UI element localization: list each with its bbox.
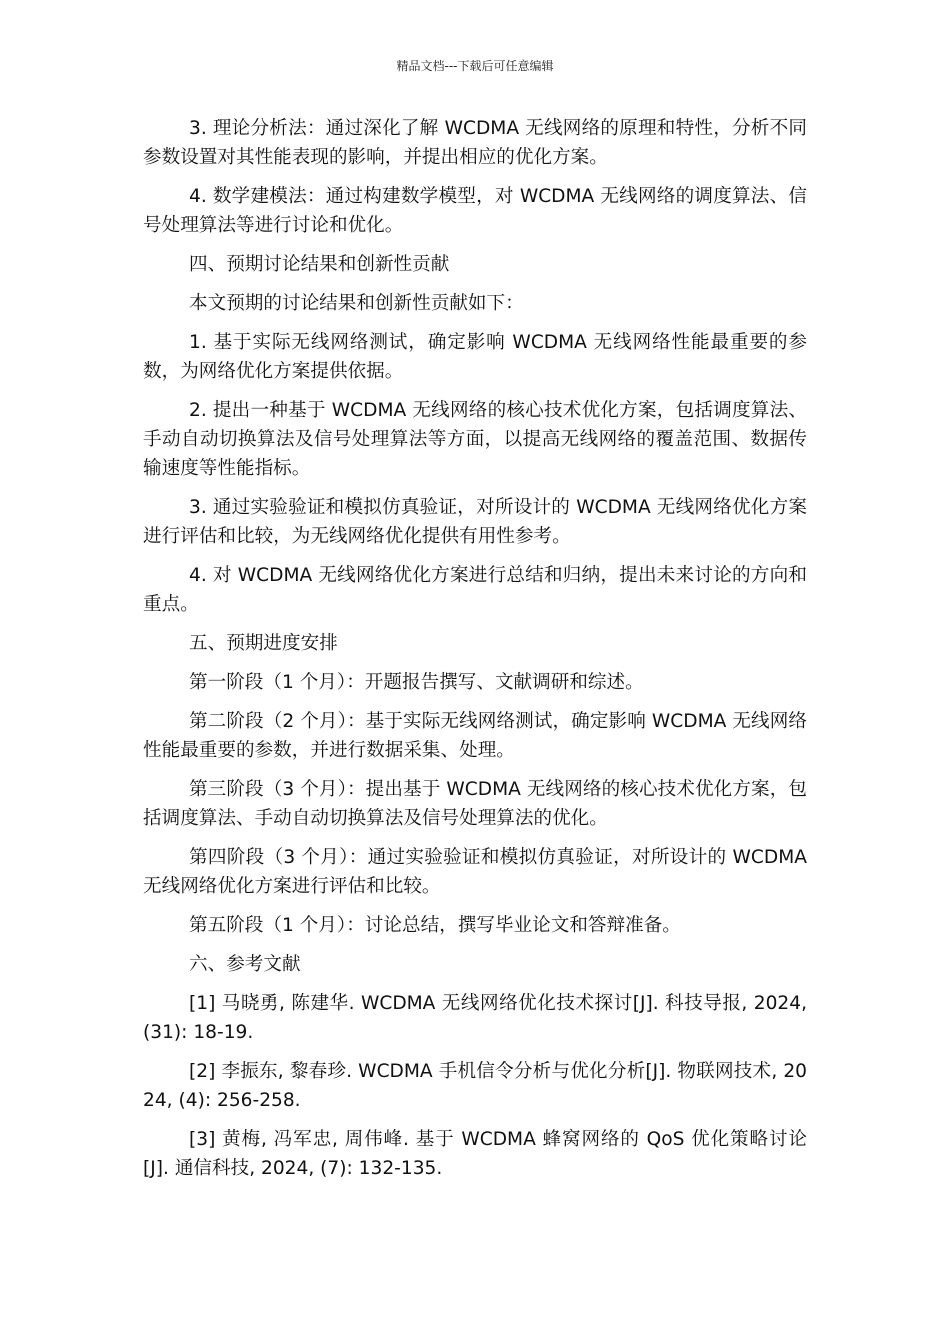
reference-item-3: [3] 黄梅, 冯军忠, 周伟峰. 基于 WCDMA 蜂窝网络的 QoS 优化策略讨论[J]. 通信科技, 2024, (7): 132-135. [143,1129,807,1179]
document-body [143,114,807,1193]
reference-item-2: [2] 李振东, 黎春珍. WCDMA 手机信令分析与优化分析[J]. 物联网技术, 2024, (4): 256-258. [143,1061,807,1111]
schedule-phase-5: 第五阶段（1 个月）：讨论总结，撰写毕业论文和答辩准备。 [189,915,681,936]
schedule-phase-2: 第二阶段（2 个月）：基于实际无线网络测试，确定影响 WCDMA 无线网络性能最重要的参数，并进行数据采集、处理。 [143,711,807,761]
expected-results-intro: 本文预期的讨论结果和创新性贡献如下： [189,293,524,314]
section-heading-schedule: 五、预期进度安排 [189,633,338,654]
expected-result-item-3: 3. 通过实验验证和模拟仿真验证，对所设计的 WCDMA 无线网络优化方案进行评估和比较，为无线网络优化提供有用性参考。 [143,497,807,547]
expected-result-item-1: 1. 基于实际无线网络测试，确定影响 WCDMA 无线网络性能最重要的参数，为网络优化方案提供依据。 [143,332,807,382]
schedule-phase-3: 第三阶段（3 个月）：提出基于 WCDMA 无线网络的核心技术优化方案，包括调度算法、手动自动切换算法及信号处理算法的优化。 [143,779,807,829]
method-math-modeling: 4. 数学建模法：通过构建数学模型，对 WCDMA 无线网络的调度算法、信号处理算法等进行讨论和优化。 [143,186,807,236]
section-heading-expected-results: 四、预期讨论结果和创新性贡献 [189,254,450,275]
expected-result-item-2: 2. 提出一种基于 WCDMA 无线网络的核心技术优化方案，包括调度算法、手动自动切换算法及信号处理算法等方面，以提高无线网络的覆盖范围、数据传输速度等性能指标。 [143,400,807,479]
section-heading-references: 六、参考文献 [189,954,301,975]
reference-item-1: [1] 马晓勇, 陈建华. WCDMA 无线网络优化技术探讨[J]. 科技导报, 2024, (31): 18-19. [143,993,807,1043]
method-theory-analysis: 3. 理论分析法：通过深化了解 WCDMA 无线网络的原理和特性，分析不同参数设置对其性能表现的影响，并提出相应的优化方案。 [143,118,807,168]
page-header: 精品文档---下载后可任意编辑 [396,59,554,73]
schedule-phase-4: 第四阶段（3 个月）：通过实验验证和模拟仿真验证，对所设计的 WCDMA 无线网络优化方案进行评估和比较。 [143,847,807,897]
schedule-phase-1: 第一阶段（1 个月）：开题报告撰写、文献调研和综述。 [189,672,644,693]
expected-result-item-4: 4. 对 WCDMA 无线网络优化方案进行总结和归纳，提出未来讨论的方向和重点。 [143,565,807,615]
